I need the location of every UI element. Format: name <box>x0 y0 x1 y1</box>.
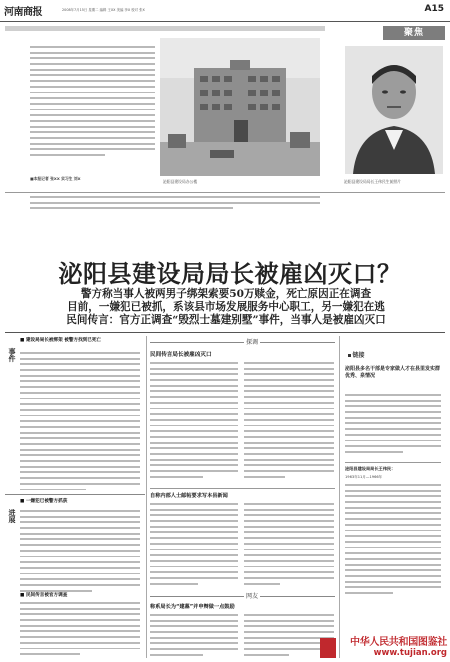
column-divider-1 <box>146 336 147 658</box>
side-label-progress: 进展 <box>8 509 17 523</box>
sidebar-tag <box>348 350 365 359</box>
sidebar-tag-label: 链接 <box>352 352 365 359</box>
watermark-url: www.tujian.org <box>373 648 447 658</box>
watermark <box>337 633 447 658</box>
net-headline: 称系局长为“建墓”并申辩做一点鼓励 <box>150 604 235 610</box>
sidebar-title-1: 泌阳县多名干部是专家做人才在县里发实群优秀、泉情况 <box>345 366 441 379</box>
main-headline: 泌阳县建设局局长被雇凶灭口？ <box>58 259 402 288</box>
probe-headline: 民间传言局长被雇凶灭口 <box>150 352 212 358</box>
sidebar-birth: 1963年11月—1966年 <box>345 475 383 479</box>
section-tag-net: 网友 <box>246 593 259 600</box>
probe-text-c <box>150 503 238 588</box>
divider-left-1 <box>5 494 145 495</box>
section-tag-probe: 探调 <box>246 339 259 346</box>
sidebar-tag-square-icon <box>348 354 351 357</box>
progress-text-2 <box>20 602 140 659</box>
lede-text <box>30 46 155 160</box>
lede-byline: ■本报记者 张XX 实习生 刘X <box>30 176 81 181</box>
probe-text-b <box>244 362 334 481</box>
divider-headline <box>5 332 445 333</box>
top-rule <box>5 26 325 31</box>
column-divider-2 <box>339 336 340 658</box>
portrait-photo-caption: 泌阳县建设局局长王伟民生前照片 <box>344 179 401 184</box>
subhead-2: 目前，一嫌犯已被抓，系该县市场发展服务中心职工，另一嫌犯在逃 <box>67 301 385 313</box>
probe-tag-rule <box>150 342 335 343</box>
sidebar-text-2 <box>345 484 441 598</box>
masthead-info: 2008年7月15日 星期二 编辑 王XX 美编 李X 校对 张X <box>62 8 145 12</box>
sidebar-title-2: 泌阳县建设局局长王伟民： <box>345 466 396 471</box>
net-text-a <box>150 614 238 660</box>
photo-strip-text <box>30 196 320 213</box>
masthead <box>0 0 450 22</box>
net-tag-rule <box>150 596 335 597</box>
event-text <box>20 352 140 494</box>
divider-sidebar <box>345 462 441 463</box>
portrait-photo <box>345 46 443 174</box>
progress-subhead: ■ 一嫌犯已被警方抓获 <box>20 499 68 504</box>
paper-name: 河南商报 <box>4 7 42 18</box>
watermark-name: 中华人民共和国图鉴社 <box>350 637 447 648</box>
sidebar-text-1 <box>345 394 441 457</box>
progress-text <box>20 510 140 595</box>
building-photo-image <box>160 38 320 176</box>
probe-text-d <box>244 503 334 588</box>
subhead-3: 民间传言：官方正调查“毁烈士墓建别墅”事件，当事人是被雇凶灭口 <box>66 314 386 326</box>
divider-mid-1 <box>150 488 335 489</box>
section-tag-focus: 聚焦 <box>383 26 445 40</box>
watermark-seal-icon <box>320 638 336 658</box>
side-label-event: 事件 <box>8 348 17 362</box>
probe-text-a <box>150 362 238 481</box>
subhead-1: 警方称当事人被两男子绑架索要50万赎金，死亡原因正在调查 <box>80 288 372 300</box>
divider-top <box>5 192 445 193</box>
progress-subhead-2: ■ 民间传言被官方调查 <box>20 593 68 598</box>
event-subhead: ■ 建设局局长被绑架 被警方找到已死亡 <box>20 338 102 343</box>
probe-headline-2: 自称内部人士邮帖要求写本县新闻 <box>150 493 228 499</box>
building-photo <box>160 38 320 176</box>
page-number: A15 <box>424 4 444 14</box>
building-photo-caption: 泌阳县建设局办公楼 <box>163 179 198 184</box>
portrait-photo-image <box>345 46 443 174</box>
